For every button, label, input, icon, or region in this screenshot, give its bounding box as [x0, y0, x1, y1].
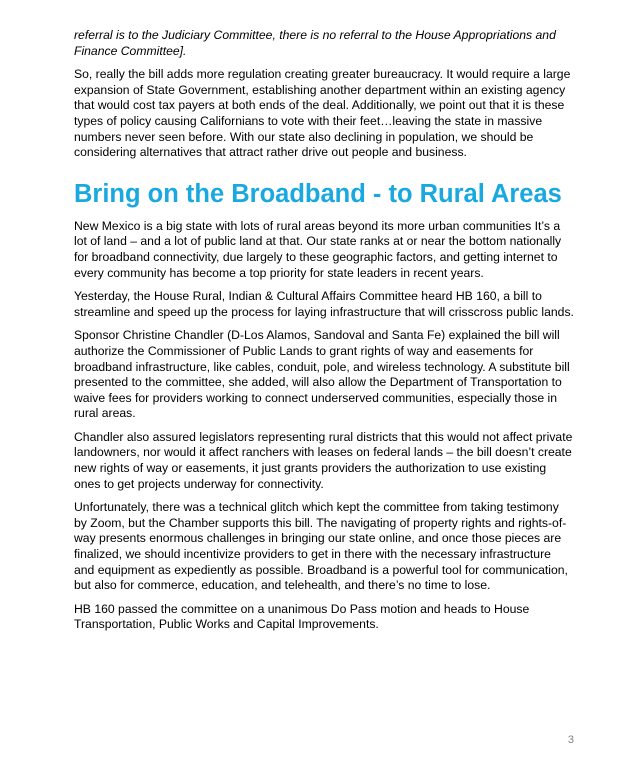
document-page [74, 28, 574, 641]
section-paragraph: Yesterday, the House Rural, Indian & Cultural Affairs Committee heard HB 160, a bill to streamline and speed up the process for laying infrastructure that will crisscross public lands. [74, 289, 574, 319]
section-paragraph: Unfortunately, there was a technical glitch which kept the committee from taking testimony by Zoom, but the Chamber supports this bill. The navigating of property rights and rights-of-way presents enormous challenges in bringing our state online, and once those pieces are finalized, we should incentivize providers to get in there with the necessary infrastructure and equipment as expediently as possible. Broadband is a powerful tool for communication, but also for commerce, education, and telehealth, and there’s no time to lose. [74, 500, 568, 593]
section-paragraph: HB 160 passed the committee on a unanimous Do Pass motion and heads to House Transportation, Public Works and Capital Improvements. [74, 601, 530, 632]
section-paragraph: New Mexico is a big state with lots of rural areas beyond its more urban communities It’s a lot of land – and a lot of public land at that. Our state ranks at or near the bottom nationally for broadband connectivity, due largely to these geographic factors, and getting internet to every community has become a top priority for state leaders in recent years. [74, 218, 562, 280]
intro-paragraph-1: referral is to the Judiciary Committee, there is no referral to the House Appropriations and Finance Committee]. [74, 28, 556, 58]
section-heading: Bring on the Broadband - to Rural Areas [74, 179, 562, 208]
intro-paragraph-2: So, really the bill adds more regulation creating greater bureaucracy. It would require a large expansion of State Government, establishing another department within an existing agency that would cost tax payers at both ends of the deal. Additionally, we point out that it is these types of policy causing Californians to vote with their feet…leaving the state in massive numbers never seen before. With our state also declining in population, we should be considering alternatives that attract rather drive out people and business. [74, 67, 571, 160]
section-paragraph: Chandler also assured legislators representing rural districts that this would not affect private landowners, nor would it affect ranchers with leases on federal lands – the bill doesn’t create new rights of way or easements, it just grants providers the authorization to use existing ones to get projects underway for connectivity. [74, 429, 573, 491]
section-paragraph: Sponsor Christine Chandler (D-Los Alamos, Sandoval and Santa Fe) explained the bill will authorize the Commissioner of Public Lands to grant rights of way and easements for broadband infrastructure, like cables, conduit, pole, and wireless technology. A substitute bill presented to the committee, she added, will also allow the Department of Transportation to waive fees for providers working to connect underserved communities, especially those in rural areas. [74, 328, 570, 421]
page-number: 3 [567, 734, 574, 746]
